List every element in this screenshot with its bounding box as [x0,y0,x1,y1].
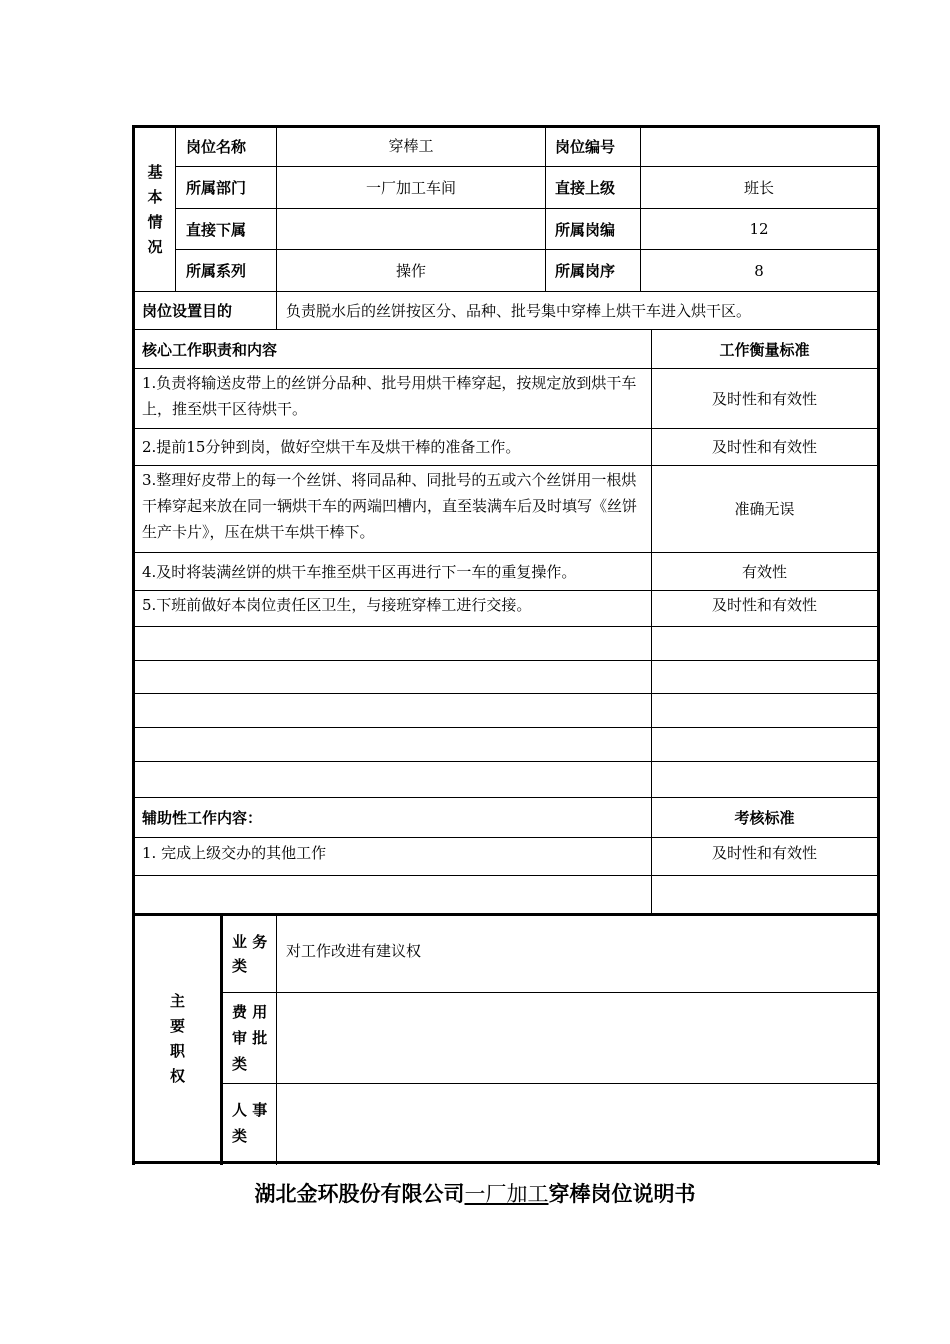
duty-3-standard: 准确无误 [734,500,795,518]
sequence-label: 所属岗序 [555,262,616,280]
department-value: 一厂加工车间 [365,178,456,197]
position-code-value [641,126,877,166]
purpose-value: 负责脱水后的丝饼按区分、品种、批号集中穿棒上烘干车进入烘干区。 [286,301,752,320]
auxiliary-header-left: 辅助性工作内容： [142,809,263,827]
business-label: 业 务 类 [232,933,268,975]
series-label: 所属系列 [186,262,247,280]
duty-3-text: 3.整理好皮带上的每一个丝饼、将同品种、同批号的五或六个丝饼用一根烘干棒穿起来放在同一辆烘干车的两端凹槽内，直至装满车后及时填写《丝饼生产卡片》，压在烘干车烘干棒下。 [142,471,638,541]
expense-label: 费 用 审 批 类 [232,1003,268,1073]
document-title [100,1176,850,1212]
authority-section-label: 主 要 职 权 [169,991,185,1085]
duty-5-standard: 及时性和有效性 [711,596,817,614]
title-prefix: 湖北金环股份有限公司 [254,1182,465,1206]
title-underlined: 一厂加工 [464,1182,549,1206]
personnel-value [286,1084,876,1161]
superior-value: 班长 [743,178,774,197]
duty-2-text: 2.提前15分钟到岗，做好空烘干车及烘干棒的准备工作。 [142,438,521,456]
expense-value [286,993,876,1083]
purpose-label: 岗位设置目的 [142,302,233,320]
duty-5-text: 5.下班前做好本岗位责任区卫生，与接班穿棒工进行交接。 [142,596,532,614]
headcount-value: 12 [749,220,769,238]
department-label: 所属部门 [186,179,247,197]
title-suffix: 穿棒岗位说明书 [548,1182,696,1206]
auxiliary-item-1-standard: 及时性和有效性 [711,844,817,862]
series-value: 操作 [395,261,426,280]
core-header-right: 工作衡量标准 [719,340,810,359]
business-value: 对工作改进有建议权 [286,942,422,960]
duty-1-text: 1.负责将输送皮带上的丝饼分品种、批号用烘干棒穿起，按规定放到烘干车上，推至烘干区待烘干。 [142,374,637,418]
superior-label: 直接上级 [555,179,616,197]
subordinate-label: 直接下属 [186,220,247,239]
duty-2-standard: 及时性和有效性 [711,438,817,456]
duty-4-text: 4.及时将装满丝饼的烘干车推至烘干区再进行下一车的重复操作。 [142,562,577,581]
auxiliary-item-1-text: 1. 完成上级交办的其他工作 [142,844,327,862]
sequence-value: 8 [754,261,764,280]
position-code-label: 岗位编号 [555,137,616,156]
core-header-left: 核心工作职责和内容 [142,340,278,359]
position-name-label: 岗位名称 [186,137,247,156]
subordinate-value [277,209,545,249]
duty-4-standard: 有效性 [741,562,787,581]
duty-1-standard: 及时性和有效性 [711,389,817,408]
basic-section-label: 基 本 情 况 [147,162,163,256]
personnel-label: 人 事 类 [232,1100,268,1145]
position-name-value: 穿棒工 [388,137,434,155]
headcount-label: 所属岗编 [555,220,616,239]
auxiliary-header-right: 考核标准 [734,809,795,827]
